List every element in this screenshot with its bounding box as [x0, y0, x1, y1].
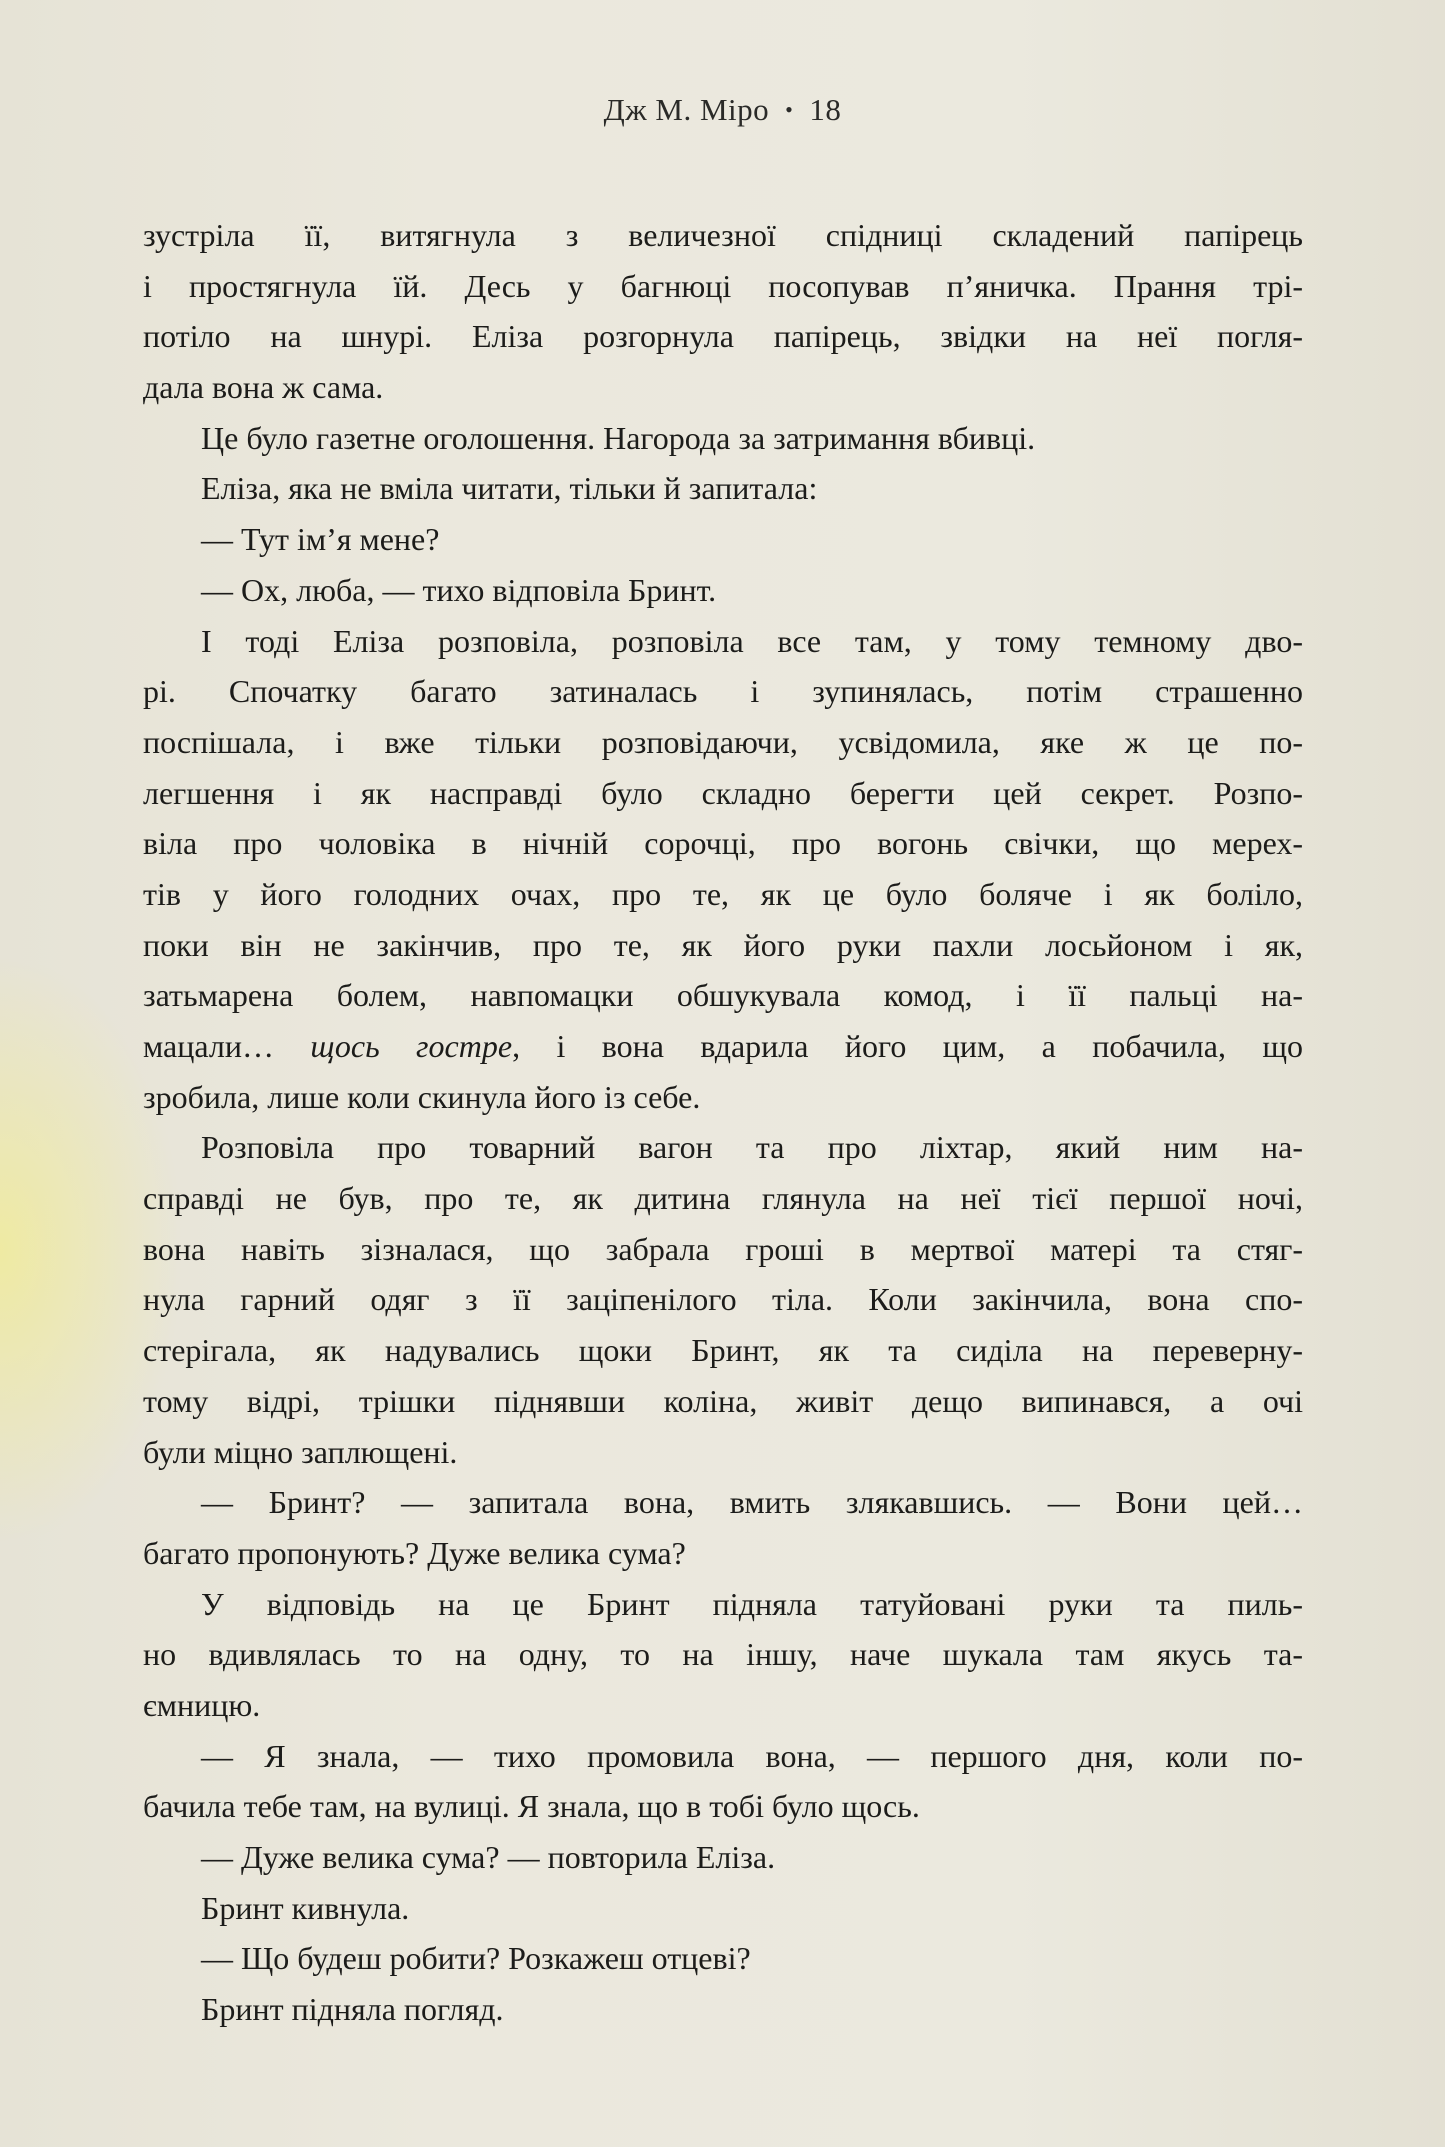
text-line: бачила тебе там, на вулиці. Я знала, що в тобі було щось.: [143, 1788, 920, 1825]
text-line: — Тут ім’я мене?: [201, 521, 440, 558]
text-line: затьмарена болем, навпомацки обшукувала комод, і її пальці на-: [143, 977, 1303, 1014]
body-text: [143, 210, 1303, 2035]
header-separator: •: [785, 97, 794, 122]
text-line: — Що будеш робити? Розкажеш отцеві?: [201, 1940, 751, 1977]
text-line: тів у його голодних очах, про те, як це було боляче і як боліло,: [143, 875, 1303, 912]
text-line: — Ох, люба, — тихо відповіла Бринт.: [201, 571, 717, 608]
text-line: У відповідь на це Бринт підняла татуйовані руки та пиль-: [201, 1585, 1303, 1622]
text-line: і простягнула їй. Десь у багнюці посопував п’яничка. Прання трі-: [143, 267, 1303, 304]
text-line: — Бринт? — запитала вона, вмить злякавшись. — Вони цей…: [201, 1484, 1303, 1521]
text-line: зробила, лише коли скинула його із себе.: [143, 1078, 701, 1115]
text-line: багато пропонують? Дуже велика сума?: [143, 1534, 686, 1571]
text-line: ємницю.: [143, 1686, 261, 1723]
text-line: І тоді Еліза розповіла, розповіла все там, у тому темному дво-: [201, 622, 1303, 659]
text-line-segment: мацали…: [143, 1028, 311, 1064]
text-line: поки він не закінчив, про те, як його руки пахли лосьйоном і як,: [143, 926, 1303, 963]
italic-phrase: щось гостре: [310, 1028, 513, 1064]
text-line: Еліза, яка не вміла читати, тільки й запитала:: [201, 470, 818, 507]
text-line: Розповіла про товарний вагон та про ліхтар, який ним на-: [201, 1129, 1303, 1166]
text-line: рі. Спочатку багато затиналась і зупинялась, потім страшенно: [143, 673, 1303, 710]
text-line: Це було газетне оголошення. Нагорода за затримання вбивці.: [201, 419, 1036, 456]
header-page-number: 18: [809, 92, 842, 127]
text-line: легшення і як насправді було складно берегти цей секрет. Розпо-: [143, 774, 1303, 811]
text-line: [143, 1021, 1303, 1072]
text-line: тому відрі, трішки піднявши коліна, живіт дещо випинався, а очі: [143, 1382, 1303, 1419]
text-line: зустріла її, витягнула з величезної спідниці складений папірець: [143, 217, 1303, 253]
text-line: були міцно заплющені.: [143, 1433, 458, 1470]
running-header: [0, 92, 1445, 128]
text-line: — Я знала, — тихо промовила вона, — першого дня, коли по-: [201, 1737, 1303, 1774]
text-line: нула гарний одяг з її заціпенілого тіла. Коли закінчила, вона спо-: [143, 1281, 1303, 1318]
text-line: дала вона ж сама.: [143, 369, 384, 406]
text-line: Бринт кивнула.: [201, 1889, 410, 1926]
text-line: потіло на шнурі. Еліза розгорнула папірець, звідки на неї погля-: [143, 318, 1303, 355]
text-line: справді не був, про те, як дитина глянула на неї тієї першої ночі,: [143, 1180, 1303, 1217]
text-line: поспішала, і вже тільки розповідаючи, усвідомила, яке ж це по-: [143, 723, 1303, 760]
text-line-segment: , і вона вдарила його цим, а побачила, що: [512, 1028, 1303, 1064]
text-line: Бринт підняла погляд.: [201, 1991, 504, 2028]
text-line: но вдивлялась то на одну, то на іншу, наче шукала там якусь та-: [143, 1636, 1303, 1673]
header-author: Дж М. Міро: [603, 92, 770, 127]
text-line: віла про чоловіка в нічній сорочці, про вогонь свічки, що мерех-: [143, 825, 1303, 862]
text-line: — Дуже велика сума? — повторила Еліза.: [201, 1839, 776, 1875]
text-line: вона навіть зізналася, що забрала гроші в мертвої матері та стяг-: [143, 1230, 1303, 1267]
text-line: стерігала, як надувались щоки Бринт, як та сиділа на переверну-: [143, 1332, 1303, 1369]
